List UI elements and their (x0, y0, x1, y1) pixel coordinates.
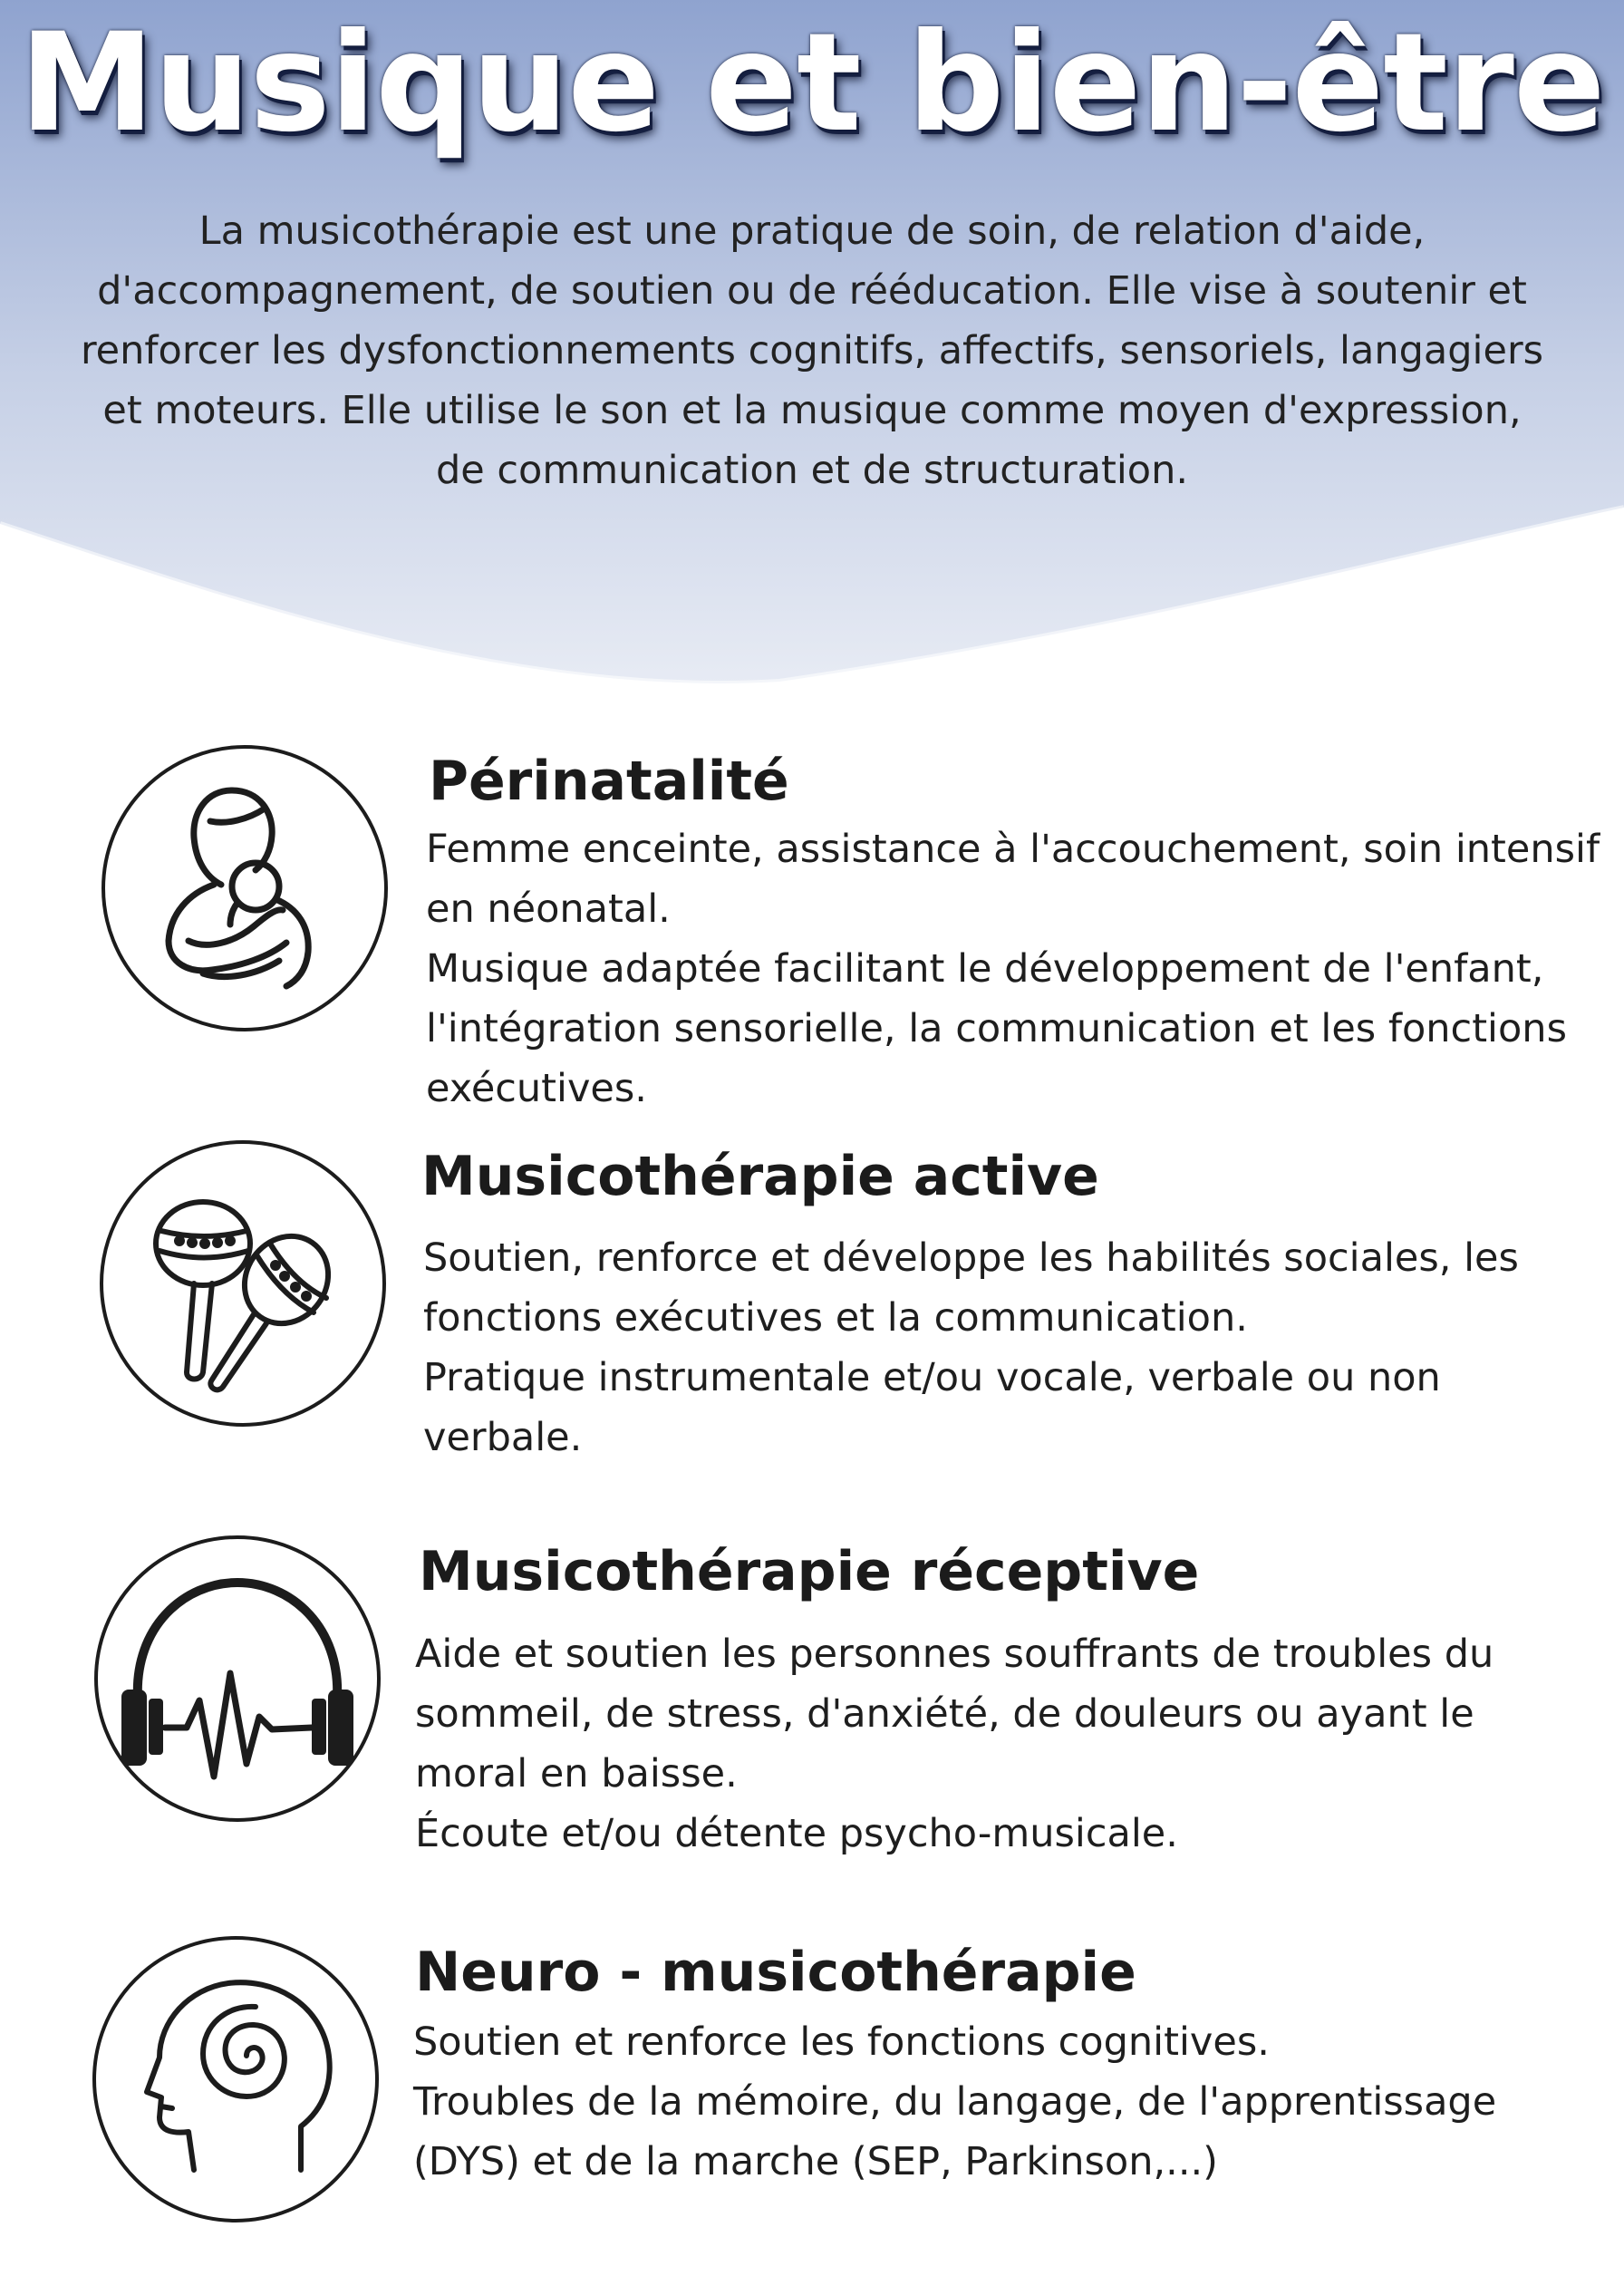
section-line: Écoute et/ou détente psycho-musicale. (415, 1811, 1178, 1856)
section-line: Troubles de la mémoire, du langage, de l'apprentissage (DYS) et de la marche (SEP, Parkinson,...) (413, 2079, 1497, 2184)
section-line: Pratique instrumentale et/ou vocale, verbale ou non verbale. (423, 1355, 1441, 1460)
section-body (415, 1624, 1593, 1864)
mother-baby-icon (102, 745, 388, 1031)
section-line: Musique adaptée facilitant le développement de l'enfant, l'intégration sensorielle, la communication et les fonctions exécutives. (426, 946, 1567, 1111)
section-line: Soutien et renforce les fonctions cognitives. (413, 2019, 1270, 2065)
section-body (423, 1228, 1601, 1467)
section-title: Périnatalité (429, 750, 789, 813)
section-title: Neuro - musicothérapie (415, 1941, 1136, 2004)
section-line: Femme enceinte, assistance à l'accouchement, soin intensif en néonatal. (426, 827, 1600, 932)
section-title: Musicothérapie active (421, 1145, 1099, 1208)
section-body (413, 2012, 1591, 2192)
maracas-icon (100, 1140, 386, 1427)
intro-paragraph: La musicothérapie est une pratique de soin, de relation d'aide, d'accompagnement, de soutien ou de rééducation. Elle vise à soutenir et renforcer les dysfonctionnements cognitifs, affectifs, sensoriels, langagiers et moteurs. Elle utilise le son et la musique comme moyen d'expression, de communication et de structuration. (80, 208, 1544, 493)
head-spiral-icon (92, 1936, 379, 2222)
section-line: Aide et soutien les personnes souffrants de troubles du sommeil, de stress, d'anxiété, de douleurs ou ayant le moral en baisse. (415, 1632, 1494, 1796)
section-line: Soutien, renforce et développe les habilités sociales, les fonctions exécutives et la communication. (423, 1235, 1519, 1341)
section-title: Musicothérapie réceptive (419, 1540, 1200, 1603)
section-body (426, 819, 1604, 1118)
page-title: Musique et bien-être (19, 5, 1605, 162)
headphones-icon (94, 1535, 381, 1822)
